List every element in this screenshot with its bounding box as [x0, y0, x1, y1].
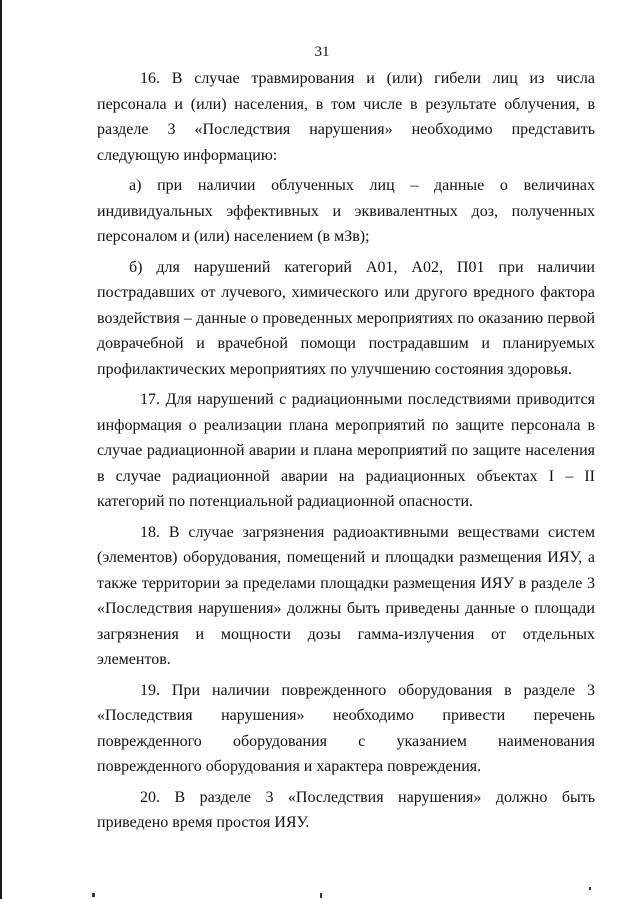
scan-artifact — [589, 887, 591, 890]
document-body — [97, 66, 595, 841]
paragraph-16-item-a: а) при наличии облученных лиц – данные о величинах индивидуальных эффективных и эквивалентных доз, полученных персоналом и (или) населением (в мЗв); — [97, 177, 595, 245]
paragraph-16: 16. В случае травмирования и (или) гибели лиц из числа персонала и (или) населения, в том числе в результате облучения, в разделе 3 «Последствия нарушения» необходимо представить следующую информацию: — [97, 70, 595, 164]
paragraph-19: 19. При наличии поврежденного оборудования в разделе 3 «Последствия нарушения» необходимо привести перечень поврежденного оборудования с указанием наименования поврежденного оборудования и характера повреждения. — [97, 681, 595, 775]
paragraph-18: 18. В случае загрязнения радиоактивными веществами систем (элементов) оборудования, помещений и площадки размещения ИЯУ, а также территории за пределами площадки размещения ИЯУ в разделе 3 «Последствия нарушения» должны быть приведены данные о площади загрязнения и мощности дозы гамма-излучения от отдельных элементов. — [97, 523, 595, 668]
paragraph-17: 17. Для нарушений с радиационными последствиями приводится информация о реализации плана мероприятий по защите персонала в случае радиационной аварии и плана мероприятий по защите населения в случае радиационной аварии на радиационных объектах I – II категорий по потенциальной радиационной опасности. — [97, 391, 595, 510]
scan-artifact — [92, 893, 95, 897]
scan-artifact — [320, 893, 322, 898]
paragraph-16-item-b: б) для нарушений категорий А01, А02, П01 при наличии пострадавших от лучевого, химического или другого вредного фактора воздействия – данные о проведенных мероприятиях по оказанию первой доврачебной и врачебной помощи пострадавшим и планируемых профилактических мероприятиях по улучшению состояния здоровья. — [97, 258, 595, 378]
paragraph-20: 20. В разделе 3 «Последствия нарушения» должно быть приведено время простоя ИЯУ. — [97, 788, 595, 831]
page-number: 31 — [314, 44, 330, 60]
